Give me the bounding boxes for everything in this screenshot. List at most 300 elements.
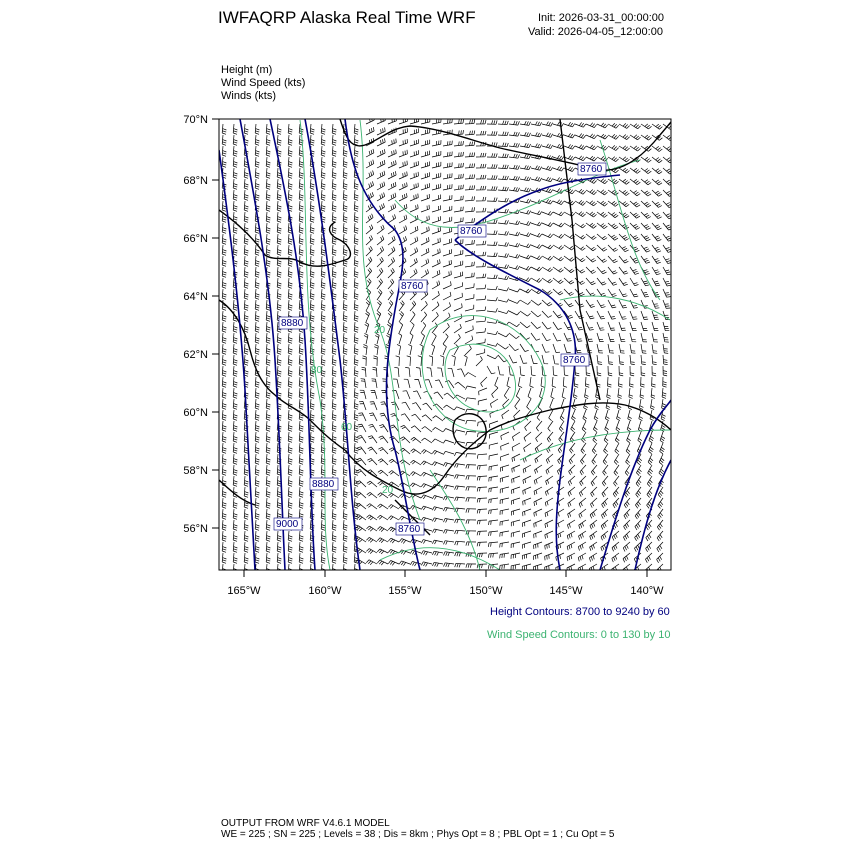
wind-barb	[454, 293, 462, 300]
wind-barb	[594, 410, 598, 421]
wind-barb	[332, 564, 336, 574]
wind-barb	[652, 212, 662, 219]
wind-barb	[579, 531, 587, 540]
wind-barb	[389, 471, 399, 477]
wind-barb	[368, 436, 377, 443]
wind-barb	[410, 161, 419, 168]
wind-barb	[520, 355, 527, 363]
wind-barb	[578, 553, 586, 561]
wind-barb	[652, 377, 656, 387]
wind-barb	[244, 366, 248, 376]
wind-barb	[244, 487, 248, 497]
wind-barb	[569, 465, 575, 475]
wind-barb	[432, 540, 443, 544]
wind-barb	[489, 487, 498, 492]
wind-barb	[255, 564, 259, 574]
wind-barb	[321, 289, 325, 299]
wind-barb	[421, 540, 432, 544]
wind-barb	[619, 256, 628, 263]
wind-barb	[531, 267, 542, 271]
wind-barb	[454, 119, 464, 124]
wind-barb	[354, 124, 358, 134]
wind-barb	[663, 355, 668, 365]
wind-barb	[542, 133, 553, 138]
wind-barb	[630, 267, 639, 274]
wind-barb	[363, 345, 367, 356]
wind-barb	[489, 476, 498, 482]
wind-barb	[509, 344, 519, 351]
wind-barb	[625, 465, 630, 476]
wind-barb	[568, 487, 575, 496]
wind-barb	[332, 256, 336, 266]
wind-barb	[520, 210, 531, 214]
wind-barb	[465, 218, 475, 223]
wind-barb	[575, 333, 582, 341]
wind-barb	[630, 333, 636, 342]
wind-barb	[465, 336, 473, 344]
wind-barb	[411, 449, 421, 454]
wind-barb	[652, 146, 662, 152]
wind-barb	[266, 498, 270, 508]
wind-barb	[379, 436, 388, 443]
wind-barb	[362, 367, 367, 377]
wind-barb	[332, 465, 336, 475]
wind-barb	[233, 344, 237, 354]
wind-barb	[511, 542, 520, 548]
wind-barb	[397, 344, 401, 355]
wind-barb	[421, 269, 429, 278]
wind-barb	[444, 405, 455, 410]
wind-barb	[299, 201, 303, 211]
wind-barb	[277, 223, 281, 233]
wind-barb	[377, 311, 381, 322]
wind-barb	[465, 174, 475, 179]
wind-barb	[277, 190, 281, 200]
wind-barb	[619, 278, 628, 286]
wind-barb	[619, 366, 623, 376]
wind-barb	[380, 413, 388, 421]
wind-barb	[366, 116, 374, 124]
wind-barb	[509, 132, 519, 136]
wind-barb	[619, 355, 624, 365]
wind-barb	[512, 465, 520, 473]
wind-barb	[377, 117, 385, 124]
wind-barb	[299, 542, 303, 552]
wind-barb	[343, 487, 347, 497]
wind-barb	[542, 211, 553, 215]
wind-barb	[619, 300, 627, 308]
model-settings: WE = 225 ; SN = 225 ; Levels = 38 ; Dis = 8km ; Phys Opt = 8 ; PBL Opt = 1 ; Cu Opt = 5	[221, 829, 615, 840]
wind-barb	[567, 531, 575, 539]
wind-barb	[410, 258, 417, 267]
wind-barb	[332, 223, 336, 233]
wind-barb	[591, 476, 597, 486]
wind-barb	[649, 443, 654, 454]
wind-barb	[624, 509, 630, 519]
wind-barb	[222, 267, 226, 277]
wind-barb	[523, 487, 531, 495]
wind-barb	[630, 223, 640, 229]
wind-barb	[394, 367, 399, 377]
wind-barb	[388, 290, 393, 300]
wind-barb	[454, 250, 463, 256]
wind-barb	[244, 498, 248, 508]
wind-barb	[608, 234, 618, 240]
wind-barb	[455, 541, 465, 545]
wind-barb	[354, 322, 358, 332]
wind-barb	[552, 377, 556, 387]
wind-barb	[410, 333, 413, 344]
wind-barb	[509, 355, 517, 363]
wind-barb	[299, 443, 303, 453]
height-label: 8760	[563, 355, 586, 366]
wind-barb	[568, 509, 575, 518]
wind-barb	[652, 190, 662, 196]
wind-barb	[597, 190, 608, 195]
wind-barb	[354, 135, 358, 145]
wind-barb	[476, 153, 486, 157]
wind-barb	[608, 322, 615, 330]
wind-barb	[630, 212, 640, 218]
wind-barb	[222, 388, 226, 398]
wind-barb	[423, 403, 432, 410]
wind-barb	[432, 302, 439, 311]
wind-barb	[233, 168, 237, 178]
wind-barb	[564, 344, 571, 353]
wind-barb	[647, 476, 652, 487]
wind-barb	[531, 166, 542, 171]
lat-tick-label: 68°N	[183, 175, 208, 187]
wind-barb	[553, 267, 563, 272]
wind-barb	[583, 410, 587, 421]
wind-barb	[377, 127, 385, 135]
wind-barb	[641, 366, 645, 376]
wind-barb	[476, 175, 486, 179]
wind-barb	[590, 531, 597, 540]
wind-barb	[233, 234, 237, 244]
wind-barb	[454, 303, 462, 311]
wind-barb	[525, 421, 531, 431]
wind-barb	[663, 267, 671, 275]
wind-barb	[310, 179, 314, 189]
wind-barb	[432, 281, 440, 289]
wind-barb	[580, 465, 586, 475]
wind-barb	[421, 237, 429, 245]
wind-barb	[575, 256, 585, 262]
wind-barb	[222, 553, 226, 563]
wind-barb	[432, 216, 441, 223]
wind-barb	[343, 520, 347, 530]
wind-barb	[466, 454, 476, 458]
wind-barb	[321, 201, 325, 211]
wind-barb	[222, 542, 226, 552]
wind-barb	[222, 421, 226, 431]
wind-barb	[477, 520, 487, 524]
wind-barb	[421, 227, 429, 235]
wind-barb	[597, 344, 603, 353]
wind-barb	[354, 366, 358, 376]
wind-barb	[421, 183, 430, 190]
wind-barb	[233, 432, 237, 442]
wind-barb	[233, 179, 237, 189]
wind-barb	[343, 553, 347, 563]
wind-barb	[244, 531, 248, 541]
wind-barb	[399, 117, 408, 124]
wind-barb	[509, 289, 520, 292]
wind-barb	[255, 421, 259, 431]
wind-barb	[619, 168, 630, 173]
wind-barb	[597, 366, 601, 376]
wind-barb	[343, 168, 347, 178]
lon-tick-label: 155°W	[388, 585, 422, 597]
wind-barb	[630, 278, 639, 286]
wind-barb	[660, 432, 665, 443]
wind-barb	[520, 289, 531, 293]
wind-barb	[602, 487, 608, 497]
wind-barb	[443, 417, 454, 421]
wind-barb	[568, 476, 575, 486]
wind-barb	[663, 278, 671, 286]
wind-barb	[608, 256, 618, 263]
wind-barb	[586, 234, 596, 240]
wind-barb	[531, 244, 542, 248]
wind-barb	[542, 311, 552, 318]
wind-barb	[645, 564, 652, 574]
wind-barb	[641, 377, 645, 387]
wind-barb	[444, 530, 455, 534]
wind-barb	[388, 247, 395, 256]
wind-barb	[465, 273, 474, 278]
wind-barb	[663, 377, 667, 387]
wind-barb	[299, 245, 303, 255]
wind-barb	[564, 245, 575, 250]
wind-barb	[366, 127, 374, 135]
wind-barb	[564, 122, 575, 127]
wind-barb	[332, 146, 336, 156]
wind-barb	[443, 173, 452, 179]
wind-barb	[454, 407, 465, 410]
wind-barb	[612, 531, 619, 541]
wind-barb	[542, 256, 553, 260]
wind-barb	[520, 165, 531, 169]
wind-barb	[501, 443, 509, 450]
wind-barb	[509, 165, 520, 169]
wind-barb	[487, 355, 498, 359]
wind-barb	[255, 399, 259, 409]
wind-barb	[432, 151, 441, 157]
wind-barb	[266, 234, 270, 244]
wind-barb	[233, 355, 237, 365]
wind-barb	[366, 537, 377, 542]
wind-barb	[477, 498, 487, 502]
wind-barb	[416, 368, 421, 378]
wind-barb	[443, 281, 451, 289]
wind-barb	[465, 152, 475, 157]
wind-barb	[531, 322, 541, 329]
wind-barb	[332, 179, 336, 189]
wind-barb	[266, 212, 270, 222]
wind-barb	[444, 519, 455, 523]
wind-barb	[255, 278, 259, 288]
wind-barb	[575, 234, 585, 239]
wind-barb	[553, 144, 564, 149]
wind-barb	[658, 509, 663, 519]
wind-barb	[400, 460, 410, 465]
wind-barb	[412, 403, 421, 410]
wind-barb	[310, 267, 314, 277]
wind-barb	[277, 278, 281, 288]
wind-barb	[410, 301, 416, 311]
wind-barb	[412, 414, 422, 421]
wind-barb	[277, 289, 281, 299]
wind-barb	[421, 312, 427, 322]
wind-barb	[369, 413, 377, 421]
wind-barb	[366, 181, 374, 190]
wind-barb	[487, 297, 497, 301]
wind-barb	[266, 432, 270, 442]
wind-barb	[310, 234, 314, 244]
wind-barb	[343, 355, 347, 365]
wind-barb	[222, 520, 226, 530]
wind-barb	[222, 355, 226, 365]
wind-barb	[574, 377, 578, 387]
wind-barb	[477, 553, 487, 557]
wind-barb	[553, 289, 563, 295]
wind-barb	[597, 278, 606, 285]
wind-barb	[553, 256, 564, 261]
wind-barb	[255, 146, 259, 156]
wind-barb	[321, 344, 325, 354]
wind-barb	[454, 282, 463, 289]
wind-barb	[222, 311, 226, 321]
wind-barb	[354, 476, 358, 486]
wind-barb	[321, 135, 325, 145]
wind-barb	[578, 542, 586, 551]
wind-barb	[321, 377, 325, 387]
wind-barb	[597, 289, 606, 296]
wind-barb	[299, 553, 303, 563]
wind-barb	[410, 139, 419, 146]
wind-barb	[244, 300, 248, 310]
wind-barb	[630, 168, 640, 173]
wind-barb	[548, 421, 553, 431]
height-label: 9000	[276, 519, 299, 530]
wind-barb	[623, 542, 630, 552]
wind-barb	[354, 421, 358, 431]
wind-barb	[443, 184, 452, 190]
wind-barb	[354, 377, 358, 387]
wind-barb	[299, 531, 303, 541]
wind-barb	[266, 322, 270, 332]
wind-barb	[400, 437, 410, 443]
wind-barb	[487, 366, 495, 374]
wind-barb	[388, 150, 396, 158]
wind-barb	[332, 388, 336, 398]
wind-barb	[652, 234, 661, 241]
wind-barb	[640, 388, 644, 398]
wind-barb	[288, 355, 292, 365]
wind-barb	[432, 291, 439, 300]
wind-barb	[399, 193, 407, 201]
wind-barb	[567, 542, 575, 550]
wind-barb	[255, 542, 259, 552]
wind-barb	[498, 187, 508, 191]
wind-barb	[619, 322, 626, 331]
wind-barb	[404, 379, 410, 388]
wind-barb	[608, 344, 614, 353]
wind-barb	[399, 539, 410, 544]
wind-barb	[498, 231, 509, 235]
wind-barb	[343, 498, 347, 508]
wind-barb	[454, 334, 460, 344]
wind-barb	[410, 194, 418, 201]
height-contours-note: Height Contours: 8700 to 9240 by 60	[490, 606, 670, 618]
wind-barb	[466, 509, 476, 513]
wind-barb	[546, 465, 553, 474]
wind-barb	[378, 459, 388, 465]
wind-barb	[476, 328, 486, 333]
wind-barb	[511, 564, 520, 570]
wind-barb	[466, 476, 476, 480]
wind-barb	[410, 118, 419, 125]
wind-barb	[601, 520, 608, 530]
wind-barb	[531, 144, 542, 149]
wind-barb	[354, 344, 358, 354]
wind-barb	[586, 311, 594, 319]
wind-barb	[377, 182, 385, 190]
wind-barb	[487, 343, 498, 346]
wind-barb	[255, 135, 259, 145]
wind-barb	[399, 226, 407, 235]
wind-barb	[580, 476, 586, 486]
wind-barb	[466, 431, 476, 435]
wind-barb	[542, 333, 551, 341]
wind-barb	[299, 223, 303, 233]
wind-barb	[343, 201, 347, 211]
wind-barb	[509, 176, 520, 180]
wind-barb	[365, 322, 369, 333]
wind-barb	[321, 179, 325, 189]
wind-barb	[522, 564, 531, 570]
wind-barb	[222, 256, 226, 266]
map-title: IWFAQRP Alaska Real Time WRF	[218, 8, 476, 27]
wind-barb	[455, 464, 466, 468]
wind-barb	[500, 553, 509, 558]
wind-barb	[500, 531, 509, 537]
wind-barb	[410, 204, 418, 212]
wind-barb	[288, 377, 292, 387]
wind-barb	[476, 356, 482, 366]
wind-barb	[321, 388, 325, 398]
wind-barb	[489, 443, 498, 449]
wind-barb	[586, 190, 597, 195]
wind-barb	[399, 139, 408, 146]
wind-barb	[455, 475, 466, 479]
wind-barb	[619, 245, 629, 252]
wind-barb	[432, 562, 443, 566]
wind-barb	[498, 366, 504, 375]
wind-barb	[443, 206, 452, 212]
wind-barb	[288, 487, 292, 497]
wind-barb	[630, 344, 636, 353]
wind-barb	[520, 143, 531, 147]
wind-barb	[597, 179, 608, 184]
wind-speed-label: 60	[341, 422, 353, 433]
wind-barb	[255, 179, 259, 189]
wind-barb	[466, 564, 476, 568]
wind-barb	[520, 221, 531, 225]
wind-barb	[663, 311, 670, 320]
